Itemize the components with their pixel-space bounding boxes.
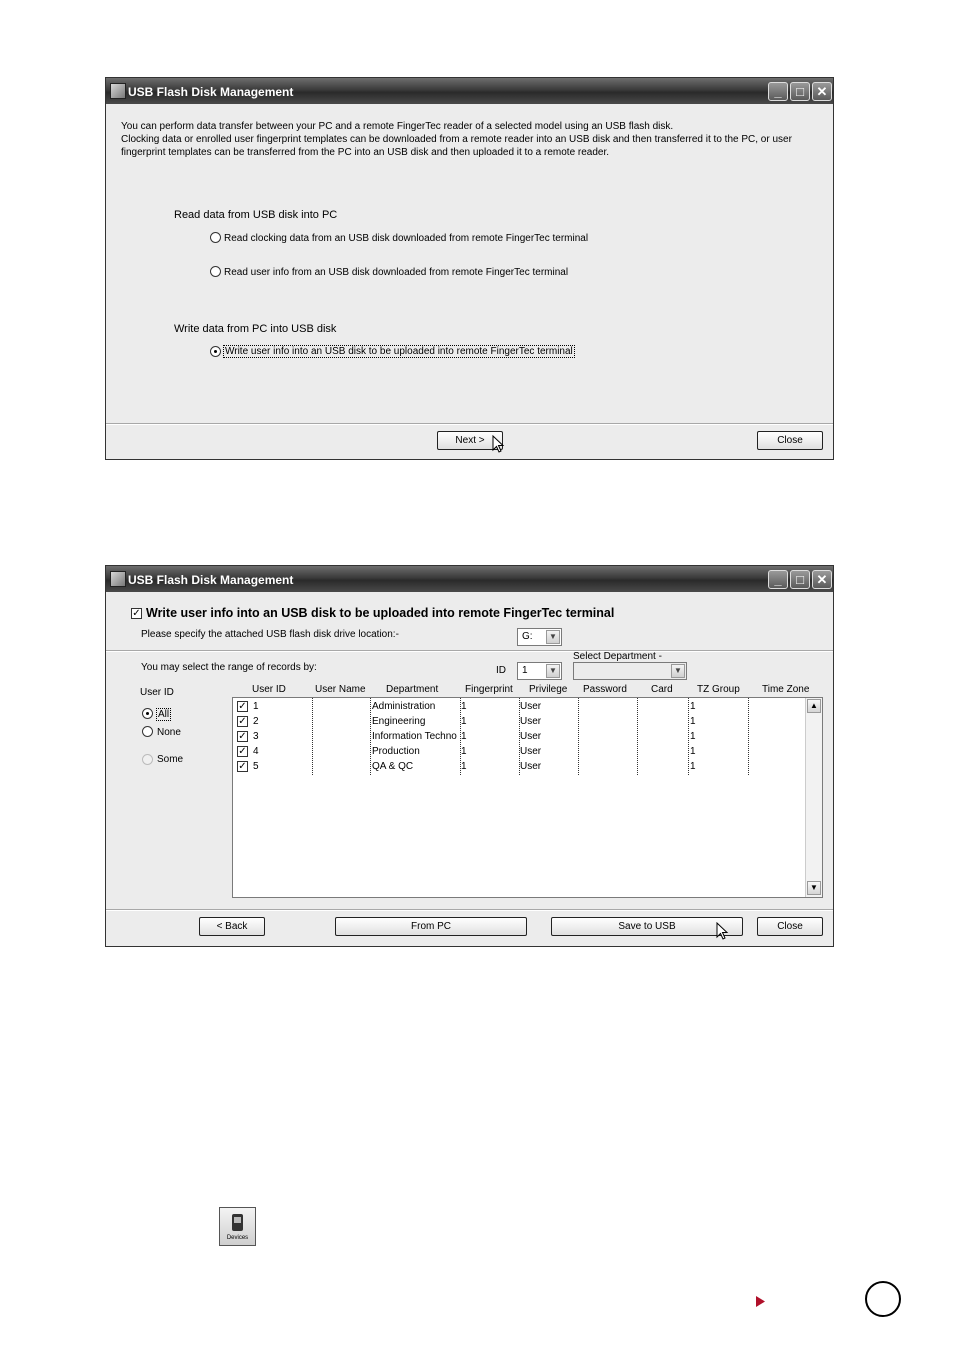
scroll-down-icon[interactable]: ▼ — [807, 881, 821, 895]
intro-text-line1: You can perform data transfer between your PC and a remote FingerTec reader of a selected model using an USB flash disk. — [121, 121, 674, 132]
mouse-cursor-icon — [716, 922, 730, 942]
radio-none-label[interactable]: None — [157, 727, 181, 738]
close-icon[interactable]: ✕ — [812, 82, 832, 101]
app-icon — [110, 83, 126, 99]
cell-fingerprint: 1 — [461, 701, 467, 712]
intro-text-line3: fingerprint templates can be transferred from the PC into an USB disk and then uploaded it to a remote reader. — [121, 147, 610, 158]
footer-divider — [106, 423, 833, 425]
cell-user-id: 2 — [253, 716, 259, 727]
title-bar[interactable] — [106, 566, 833, 592]
column-header-privilege[interactable]: Privilege — [529, 684, 568, 695]
column-header-tz-group[interactable]: TZ Group — [697, 684, 740, 695]
cell-tz-group: 1 — [690, 746, 696, 757]
devices-icon[interactable] — [219, 1207, 256, 1246]
read-userinfo-label[interactable]: Read user info from an USB disk downloaded from remote FingerTec terminal — [224, 267, 569, 278]
table-row[interactable] — [233, 729, 805, 744]
cell-fingerprint: 1 — [461, 716, 467, 727]
cell-user-id: 1 — [253, 701, 259, 712]
write-userinfo-checkbox[interactable]: ✓ — [132, 608, 141, 619]
user-id-group-label: User ID — [140, 687, 174, 698]
radio-some-label[interactable]: Some — [157, 754, 184, 765]
window-title: USB Flash Disk Management — [128, 85, 294, 99]
range-prompt: You may select the range of records by: — [141, 662, 317, 673]
cell-privilege: User — [520, 731, 542, 742]
column-header-password[interactable]: Password — [583, 684, 627, 695]
section-divider — [106, 650, 833, 652]
cell-privilege: User — [520, 701, 542, 712]
read-userinfo-radio[interactable] — [210, 266, 221, 277]
row-checkbox[interactable]: ✓ — [238, 701, 247, 712]
close-icon[interactable]: ✕ — [812, 570, 832, 589]
read-section-heading: Read data from USB disk into PC — [174, 209, 338, 221]
intro-text-line2: Clocking data or enrolled user fingerprint templates can be downloaded from a remote reader into an USB disk and then transferred it to the PC, or user — [121, 134, 792, 145]
id-value: 1 — [522, 665, 528, 676]
cell-fingerprint: 1 — [461, 731, 467, 742]
row-checkbox[interactable]: ✓ — [238, 716, 247, 727]
radio-some[interactable] — [142, 754, 153, 765]
chevron-down-icon[interactable]: ▼ — [546, 664, 560, 678]
read-clocking-radio[interactable] — [210, 232, 221, 243]
drive-select[interactable] — [517, 628, 562, 646]
maximize-icon[interactable]: □ — [790, 570, 810, 589]
column-header-user-id[interactable]: User ID — [252, 684, 286, 695]
window-title: USB Flash Disk Management — [128, 573, 294, 587]
minimize-icon[interactable]: _ — [768, 570, 788, 589]
radio-all-label[interactable]: All — [158, 709, 170, 720]
cell-privilege: User — [520, 746, 542, 757]
cell-user-id: 5 — [253, 761, 259, 772]
minimize-icon[interactable]: _ — [768, 82, 788, 101]
column-header-department[interactable]: Department — [386, 684, 439, 695]
column-header-time-zone[interactable]: Time Zone — [762, 684, 810, 695]
usb-wizard-window-step2 — [105, 565, 834, 947]
next-button[interactable]: Next > — [437, 431, 503, 450]
usb-wizard-window-step1 — [105, 77, 834, 460]
table-row[interactable] — [233, 714, 805, 729]
write-userinfo-radio[interactable] — [210, 346, 221, 357]
id-select[interactable] — [517, 662, 562, 680]
footer-divider — [106, 909, 833, 911]
radio-all[interactable] — [142, 708, 153, 719]
red-arrow-icon — [756, 1296, 766, 1307]
drive-value: G: — [522, 631, 533, 642]
cell-tz-group: 1 — [690, 761, 696, 772]
cell-department: Administration — [372, 701, 436, 712]
page-number-circle — [865, 1281, 901, 1317]
user-records-table[interactable] — [232, 697, 823, 898]
device-screen-icon — [234, 1217, 241, 1223]
chevron-down-icon[interactable]: ▼ — [671, 664, 685, 678]
maximize-icon[interactable]: □ — [790, 82, 810, 101]
column-header-card[interactable]: Card — [651, 684, 673, 695]
close-button[interactable]: Close — [757, 917, 823, 936]
cell-department: QA & QC — [372, 761, 414, 772]
column-header-fingerprint[interactable]: Fingerprint — [465, 684, 513, 695]
cell-tz-group: 1 — [690, 731, 696, 742]
radio-none[interactable] — [142, 726, 153, 737]
row-checkbox[interactable]: ✓ — [238, 761, 247, 772]
back-button[interactable]: < Back — [199, 917, 265, 936]
table-row[interactable] — [233, 759, 805, 774]
drive-prompt: Please specify the attached USB flash disk drive location:- — [141, 629, 399, 640]
main-heading: Write user info into an USB disk to be uploaded into remote FingerTec terminal — [146, 606, 615, 620]
from-pc-button[interactable]: From PC — [335, 917, 527, 936]
cell-department: Information Techno — [372, 731, 457, 742]
cell-user-id: 3 — [253, 731, 259, 742]
title-bar[interactable] — [106, 78, 833, 104]
mouse-cursor-icon — [492, 435, 506, 455]
row-checkbox[interactable]: ✓ — [238, 746, 247, 757]
devices-icon-label: Devices — [226, 1235, 249, 1241]
cell-fingerprint: 1 — [461, 746, 467, 757]
department-label: Select Department - — [573, 651, 662, 662]
cell-privilege: User — [520, 716, 542, 727]
scroll-up-icon[interactable]: ▲ — [807, 699, 821, 713]
write-userinfo-label[interactable]: Write user info into an USB disk to be uploaded into remote FingerTec terminal — [225, 346, 573, 357]
cell-department: Engineering — [372, 716, 426, 727]
table-row[interactable] — [233, 699, 805, 714]
save-to-usb-button[interactable]: Save to USB — [551, 917, 743, 936]
cell-user-id: 4 — [253, 746, 259, 757]
cell-tz-group: 1 — [690, 701, 696, 712]
vertical-scrollbar[interactable] — [805, 698, 822, 897]
row-checkbox[interactable]: ✓ — [238, 731, 247, 742]
chevron-down-icon[interactable]: ▼ — [546, 630, 560, 644]
column-header-user-name[interactable]: User Name — [315, 684, 366, 695]
close-button[interactable]: Close — [757, 431, 823, 450]
app-icon — [110, 571, 126, 587]
write-section-heading: Write data from PC into USB disk — [174, 323, 337, 335]
table-row[interactable] — [233, 744, 805, 759]
id-label: ID — [496, 665, 506, 676]
read-clocking-label[interactable]: Read clocking data from an USB disk downloaded from remote FingerTec terminal — [224, 233, 589, 244]
cell-fingerprint: 1 — [461, 761, 467, 772]
department-select[interactable] — [573, 662, 687, 680]
cell-department: Production — [372, 746, 420, 757]
cell-privilege: User — [520, 761, 542, 772]
cell-tz-group: 1 — [690, 716, 696, 727]
